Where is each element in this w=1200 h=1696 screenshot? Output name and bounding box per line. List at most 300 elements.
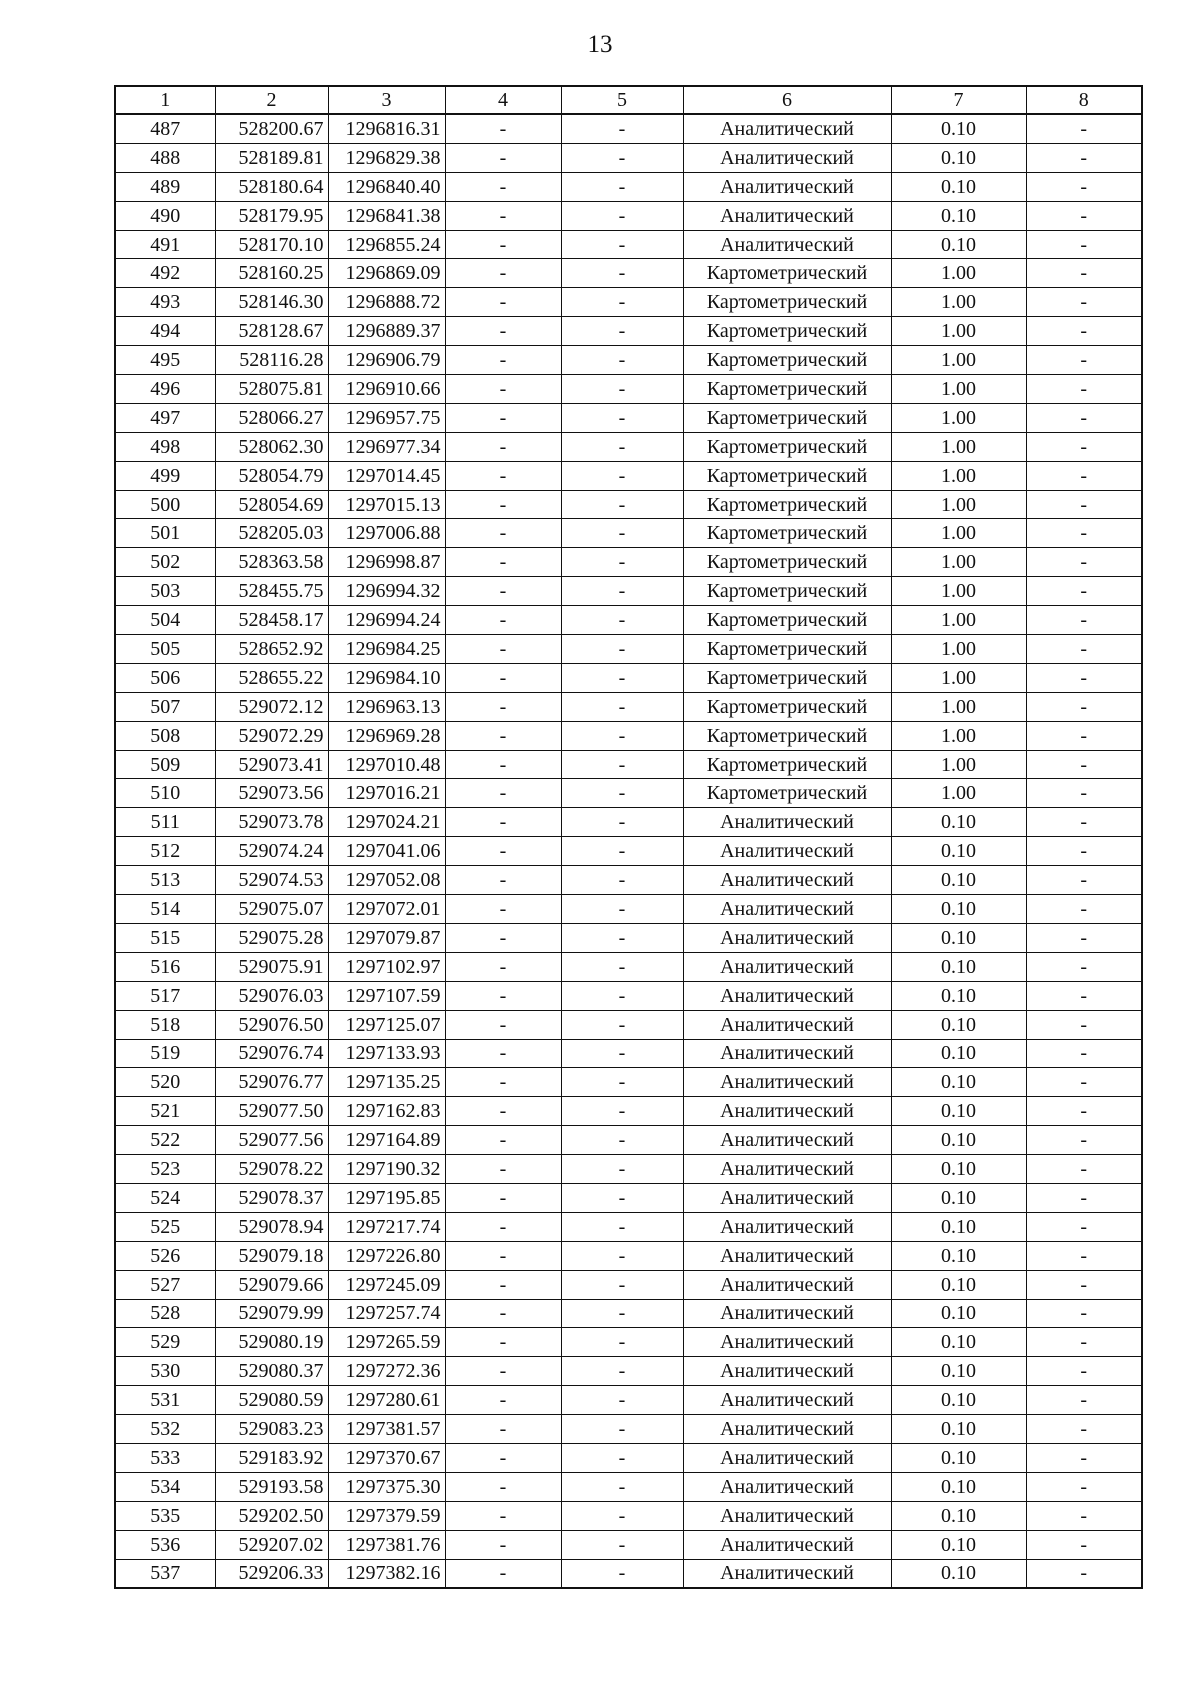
column-8-cell: - — [1026, 721, 1142, 750]
column-8-cell: - — [1026, 808, 1142, 837]
y-coordinate-cell: 1296816.31 — [328, 114, 445, 143]
y-coordinate-cell: 1297265.59 — [328, 1328, 445, 1357]
column-8-cell: - — [1026, 201, 1142, 230]
table-row — [115, 230, 1142, 259]
column-5-cell: - — [561, 230, 683, 259]
point-number-cell: 503 — [115, 577, 215, 606]
column-8-cell: - — [1026, 230, 1142, 259]
x-coordinate-cell: 529183.92 — [215, 1443, 328, 1472]
column-5-cell: - — [561, 663, 683, 692]
table-row — [115, 981, 1142, 1010]
column-8-cell: - — [1026, 317, 1142, 346]
point-number-cell: 501 — [115, 519, 215, 548]
accuracy-cell: 0.10 — [891, 866, 1026, 895]
column-8-cell: - — [1026, 432, 1142, 461]
column-4-cell: - — [445, 577, 561, 606]
point-number-cell: 502 — [115, 548, 215, 577]
x-coordinate-cell: 529206.33 — [215, 1559, 328, 1588]
table-row — [115, 1357, 1142, 1386]
point-number-cell: 495 — [115, 346, 215, 375]
column-5-cell: - — [561, 1068, 683, 1097]
column-4-cell: - — [445, 635, 561, 664]
method-cell: Картометрический — [683, 779, 891, 808]
table-row — [115, 606, 1142, 635]
accuracy-cell: 0.10 — [891, 1386, 1026, 1415]
point-number-cell: 531 — [115, 1386, 215, 1415]
table-row — [115, 1530, 1142, 1559]
y-coordinate-cell: 1297190.32 — [328, 1155, 445, 1184]
y-coordinate-cell: 1297102.97 — [328, 952, 445, 981]
column-8-cell: - — [1026, 606, 1142, 635]
column-5-cell: - — [561, 577, 683, 606]
column-8-cell: - — [1026, 1097, 1142, 1126]
y-coordinate-cell: 1296977.34 — [328, 432, 445, 461]
x-coordinate-cell: 529080.37 — [215, 1357, 328, 1386]
column-4-cell: - — [445, 1068, 561, 1097]
y-coordinate-cell: 1296855.24 — [328, 230, 445, 259]
method-cell: Картометрический — [683, 432, 891, 461]
column-5-cell: - — [561, 201, 683, 230]
point-number-cell: 487 — [115, 114, 215, 143]
y-coordinate-cell: 1296994.24 — [328, 606, 445, 635]
accuracy-cell: 0.10 — [891, 1328, 1026, 1357]
point-number-cell: 512 — [115, 837, 215, 866]
column-5-cell: - — [561, 548, 683, 577]
column-8-cell: - — [1026, 490, 1142, 519]
column-header: 4 — [445, 86, 561, 114]
point-number-cell: 511 — [115, 808, 215, 837]
column-5-cell: - — [561, 1357, 683, 1386]
column-4-cell: - — [445, 721, 561, 750]
column-8-cell: - — [1026, 172, 1142, 201]
method-cell: Картометрический — [683, 490, 891, 519]
x-coordinate-cell: 529080.19 — [215, 1328, 328, 1357]
table-row — [115, 1270, 1142, 1299]
method-cell: Аналитический — [683, 1530, 891, 1559]
column-4-cell: - — [445, 1183, 561, 1212]
column-4-cell: - — [445, 403, 561, 432]
table-row — [115, 346, 1142, 375]
column-8-cell: - — [1026, 1472, 1142, 1501]
column-8-cell: - — [1026, 895, 1142, 924]
x-coordinate-cell: 528054.79 — [215, 461, 328, 490]
column-4-cell: - — [445, 1155, 561, 1184]
accuracy-cell: 1.00 — [891, 403, 1026, 432]
method-cell: Аналитический — [683, 172, 891, 201]
column-header: 2 — [215, 86, 328, 114]
y-coordinate-cell: 1297272.36 — [328, 1357, 445, 1386]
column-4-cell: - — [445, 1386, 561, 1415]
point-number-cell: 521 — [115, 1097, 215, 1126]
x-coordinate-cell: 529076.74 — [215, 1039, 328, 1068]
table-row — [115, 1241, 1142, 1270]
table-row — [115, 635, 1142, 664]
table-row — [115, 1183, 1142, 1212]
y-coordinate-cell: 1297006.88 — [328, 519, 445, 548]
table-row — [115, 1155, 1142, 1184]
column-4-cell: - — [445, 375, 561, 404]
accuracy-cell: 1.00 — [891, 259, 1026, 288]
column-5-cell: - — [561, 461, 683, 490]
table-row — [115, 1472, 1142, 1501]
x-coordinate-cell: 528146.30 — [215, 288, 328, 317]
column-4-cell: - — [445, 1126, 561, 1155]
accuracy-cell: 0.10 — [891, 1241, 1026, 1270]
point-number-cell: 504 — [115, 606, 215, 635]
column-4-cell: - — [445, 866, 561, 895]
method-cell: Картометрический — [683, 577, 891, 606]
column-4-cell: - — [445, 1039, 561, 1068]
column-5-cell: - — [561, 1039, 683, 1068]
column-4-cell: - — [445, 923, 561, 952]
accuracy-cell: 1.00 — [891, 779, 1026, 808]
y-coordinate-cell: 1297375.30 — [328, 1472, 445, 1501]
coordinates-table — [114, 85, 1143, 1589]
y-coordinate-cell: 1296957.75 — [328, 403, 445, 432]
x-coordinate-cell: 528200.67 — [215, 114, 328, 143]
table-row — [115, 1212, 1142, 1241]
point-number-cell: 517 — [115, 981, 215, 1010]
method-cell: Картометрический — [683, 606, 891, 635]
column-4-cell: - — [445, 432, 561, 461]
accuracy-cell: 0.10 — [891, 143, 1026, 172]
table-row — [115, 461, 1142, 490]
column-4-cell: - — [445, 1299, 561, 1328]
point-number-cell: 506 — [115, 663, 215, 692]
table-row — [115, 1039, 1142, 1068]
y-coordinate-cell: 1296829.38 — [328, 143, 445, 172]
accuracy-cell: 1.00 — [891, 375, 1026, 404]
table-row — [115, 403, 1142, 432]
column-4-cell: - — [445, 1328, 561, 1357]
column-8-cell: - — [1026, 866, 1142, 895]
method-cell: Аналитический — [683, 923, 891, 952]
column-4-cell: - — [445, 808, 561, 837]
column-4-cell: - — [445, 1212, 561, 1241]
method-cell: Картометрический — [683, 403, 891, 432]
y-coordinate-cell: 1297125.07 — [328, 1010, 445, 1039]
method-cell: Аналитический — [683, 1472, 891, 1501]
point-number-cell: 507 — [115, 692, 215, 721]
column-4-cell: - — [445, 663, 561, 692]
x-coordinate-cell: 529076.03 — [215, 981, 328, 1010]
method-cell: Аналитический — [683, 201, 891, 230]
accuracy-cell: 0.10 — [891, 1212, 1026, 1241]
column-8-cell: - — [1026, 952, 1142, 981]
x-coordinate-cell: 528363.58 — [215, 548, 328, 577]
x-coordinate-cell: 528180.64 — [215, 172, 328, 201]
point-number-cell: 524 — [115, 1183, 215, 1212]
column-8-cell: - — [1026, 548, 1142, 577]
point-number-cell: 530 — [115, 1357, 215, 1386]
y-coordinate-cell: 1296889.37 — [328, 317, 445, 346]
column-8-cell: - — [1026, 1270, 1142, 1299]
column-4-cell: - — [445, 230, 561, 259]
accuracy-cell: 0.10 — [891, 201, 1026, 230]
point-number-cell: 515 — [115, 923, 215, 952]
method-cell: Аналитический — [683, 1299, 891, 1328]
point-number-cell: 537 — [115, 1559, 215, 1588]
column-5-cell: - — [561, 952, 683, 981]
point-number-cell: 527 — [115, 1270, 215, 1299]
x-coordinate-cell: 529207.02 — [215, 1530, 328, 1559]
x-coordinate-cell: 528170.10 — [215, 230, 328, 259]
accuracy-cell: 1.00 — [891, 461, 1026, 490]
y-coordinate-cell: 1297257.74 — [328, 1299, 445, 1328]
column-8-cell: - — [1026, 346, 1142, 375]
accuracy-cell: 0.10 — [891, 1068, 1026, 1097]
column-4-cell: - — [445, 981, 561, 1010]
x-coordinate-cell: 529075.28 — [215, 923, 328, 952]
column-8-cell: - — [1026, 519, 1142, 548]
y-coordinate-cell: 1297370.67 — [328, 1443, 445, 1472]
column-4-cell: - — [445, 952, 561, 981]
point-number-cell: 488 — [115, 143, 215, 172]
table-row — [115, 490, 1142, 519]
point-number-cell: 534 — [115, 1472, 215, 1501]
y-coordinate-cell: 1297381.57 — [328, 1415, 445, 1444]
column-8-cell: - — [1026, 692, 1142, 721]
method-cell: Аналитический — [683, 1039, 891, 1068]
point-number-cell: 519 — [115, 1039, 215, 1068]
point-number-cell: 489 — [115, 172, 215, 201]
accuracy-cell: 0.10 — [891, 1415, 1026, 1444]
column-8-cell: - — [1026, 1126, 1142, 1155]
x-coordinate-cell: 529083.23 — [215, 1415, 328, 1444]
column-4-cell: - — [445, 692, 561, 721]
column-5-cell: - — [561, 808, 683, 837]
y-coordinate-cell: 1296888.72 — [328, 288, 445, 317]
method-cell: Аналитический — [683, 1501, 891, 1530]
point-number-cell: 494 — [115, 317, 215, 346]
accuracy-cell: 0.10 — [891, 981, 1026, 1010]
accuracy-cell: 0.10 — [891, 1039, 1026, 1068]
method-cell: Картометрический — [683, 375, 891, 404]
column-5-cell: - — [561, 346, 683, 375]
column-4-cell: - — [445, 461, 561, 490]
point-number-cell: 525 — [115, 1212, 215, 1241]
column-4-cell: - — [445, 606, 561, 635]
point-number-cell: 536 — [115, 1530, 215, 1559]
method-cell: Аналитический — [683, 1155, 891, 1184]
method-cell: Аналитический — [683, 1270, 891, 1299]
accuracy-cell: 0.10 — [891, 1501, 1026, 1530]
accuracy-cell: 0.10 — [891, 895, 1026, 924]
y-coordinate-cell: 1296963.13 — [328, 692, 445, 721]
table-row — [115, 663, 1142, 692]
accuracy-cell: 0.10 — [891, 1097, 1026, 1126]
column-5-cell: - — [561, 490, 683, 519]
column-header: 8 — [1026, 86, 1142, 114]
x-coordinate-cell: 529075.07 — [215, 895, 328, 924]
accuracy-cell: 0.10 — [891, 1010, 1026, 1039]
column-8-cell: - — [1026, 1501, 1142, 1530]
column-4-cell: - — [445, 490, 561, 519]
y-coordinate-cell: 1297382.16 — [328, 1559, 445, 1588]
x-coordinate-cell: 529079.66 — [215, 1270, 328, 1299]
accuracy-cell: 1.00 — [891, 635, 1026, 664]
point-number-cell: 490 — [115, 201, 215, 230]
column-8-cell: - — [1026, 577, 1142, 606]
method-cell: Картометрический — [683, 288, 891, 317]
y-coordinate-cell: 1297381.76 — [328, 1530, 445, 1559]
y-coordinate-cell: 1296841.38 — [328, 201, 445, 230]
column-8-cell: - — [1026, 143, 1142, 172]
accuracy-cell: 0.10 — [891, 172, 1026, 201]
column-5-cell: - — [561, 606, 683, 635]
y-coordinate-cell: 1297133.93 — [328, 1039, 445, 1068]
y-coordinate-cell: 1297226.80 — [328, 1241, 445, 1270]
column-4-cell: - — [445, 143, 561, 172]
table-row — [115, 432, 1142, 461]
table-header — [115, 86, 1142, 114]
y-coordinate-cell: 1297135.25 — [328, 1068, 445, 1097]
x-coordinate-cell: 528160.25 — [215, 259, 328, 288]
y-coordinate-cell: 1297162.83 — [328, 1097, 445, 1126]
accuracy-cell: 0.10 — [891, 837, 1026, 866]
column-8-cell: - — [1026, 1039, 1142, 1068]
y-coordinate-cell: 1297041.06 — [328, 837, 445, 866]
accuracy-cell: 0.10 — [891, 1357, 1026, 1386]
y-coordinate-cell: 1297016.21 — [328, 779, 445, 808]
point-number-cell: 532 — [115, 1415, 215, 1444]
x-coordinate-cell: 529073.78 — [215, 808, 328, 837]
column-header: 7 — [891, 86, 1026, 114]
column-8-cell: - — [1026, 1010, 1142, 1039]
method-cell: Аналитический — [683, 1415, 891, 1444]
method-cell: Аналитический — [683, 114, 891, 143]
table-row — [115, 866, 1142, 895]
point-number-cell: 499 — [115, 461, 215, 490]
x-coordinate-cell: 528189.81 — [215, 143, 328, 172]
method-cell: Аналитический — [683, 981, 891, 1010]
x-coordinate-cell: 529078.22 — [215, 1155, 328, 1184]
column-8-cell: - — [1026, 1241, 1142, 1270]
column-5-cell: - — [561, 721, 683, 750]
table-row — [115, 1299, 1142, 1328]
y-coordinate-cell: 1296998.87 — [328, 548, 445, 577]
x-coordinate-cell: 528116.28 — [215, 346, 328, 375]
y-coordinate-cell: 1297195.85 — [328, 1183, 445, 1212]
point-number-cell: 526 — [115, 1241, 215, 1270]
table-row — [115, 143, 1142, 172]
x-coordinate-cell: 529073.56 — [215, 779, 328, 808]
table-row — [115, 750, 1142, 779]
point-number-cell: 535 — [115, 1501, 215, 1530]
table-row — [115, 692, 1142, 721]
column-4-cell: - — [445, 895, 561, 924]
column-8-cell: - — [1026, 114, 1142, 143]
column-4-cell: - — [445, 1443, 561, 1472]
column-header: 3 — [328, 86, 445, 114]
accuracy-cell: 0.10 — [891, 1299, 1026, 1328]
y-coordinate-cell: 1296840.40 — [328, 172, 445, 201]
column-8-cell: - — [1026, 1530, 1142, 1559]
y-coordinate-cell: 1296984.25 — [328, 635, 445, 664]
table-row — [115, 114, 1142, 143]
method-cell: Аналитический — [683, 1068, 891, 1097]
table-row — [115, 895, 1142, 924]
x-coordinate-cell: 528075.81 — [215, 375, 328, 404]
column-8-cell: - — [1026, 779, 1142, 808]
column-8-cell: - — [1026, 1559, 1142, 1588]
column-4-cell: - — [445, 548, 561, 577]
method-cell: Картометрический — [683, 635, 891, 664]
point-number-cell: 533 — [115, 1443, 215, 1472]
table-row — [115, 923, 1142, 952]
method-cell: Аналитический — [683, 866, 891, 895]
table-row — [115, 1068, 1142, 1097]
column-4-cell: - — [445, 1415, 561, 1444]
column-8-cell: - — [1026, 837, 1142, 866]
accuracy-cell: 1.00 — [891, 721, 1026, 750]
y-coordinate-cell: 1297072.01 — [328, 895, 445, 924]
table-row — [115, 519, 1142, 548]
column-8-cell: - — [1026, 461, 1142, 490]
accuracy-cell: 1.00 — [891, 692, 1026, 721]
method-cell: Картометрический — [683, 519, 891, 548]
point-number-cell: 514 — [115, 895, 215, 924]
column-5-cell: - — [561, 288, 683, 317]
column-4-cell: - — [445, 259, 561, 288]
accuracy-cell: 0.10 — [891, 952, 1026, 981]
column-header: 5 — [561, 86, 683, 114]
column-4-cell: - — [445, 1530, 561, 1559]
y-coordinate-cell: 1297379.59 — [328, 1501, 445, 1530]
column-5-cell: - — [561, 1472, 683, 1501]
accuracy-cell: 0.10 — [891, 1472, 1026, 1501]
column-5-cell: - — [561, 1299, 683, 1328]
table-row — [115, 952, 1142, 981]
method-cell: Картометрический — [683, 692, 891, 721]
y-coordinate-cell: 1297164.89 — [328, 1126, 445, 1155]
x-coordinate-cell: 529078.94 — [215, 1212, 328, 1241]
y-coordinate-cell: 1296969.28 — [328, 721, 445, 750]
accuracy-cell: 1.00 — [891, 346, 1026, 375]
x-coordinate-cell: 529074.24 — [215, 837, 328, 866]
column-8-cell: - — [1026, 635, 1142, 664]
column-4-cell: - — [445, 317, 561, 346]
accuracy-cell: 1.00 — [891, 317, 1026, 346]
method-cell: Картометрический — [683, 346, 891, 375]
point-number-cell: 528 — [115, 1299, 215, 1328]
column-8-cell: - — [1026, 750, 1142, 779]
method-cell: Аналитический — [683, 895, 891, 924]
column-4-cell: - — [445, 201, 561, 230]
page-number: 13 — [587, 31, 613, 58]
column-5-cell: - — [561, 866, 683, 895]
column-5-cell: - — [561, 1530, 683, 1559]
accuracy-cell: 1.00 — [891, 432, 1026, 461]
accuracy-cell: 1.00 — [891, 548, 1026, 577]
column-5-cell: - — [561, 1443, 683, 1472]
point-number-cell: 505 — [115, 635, 215, 664]
column-8-cell: - — [1026, 663, 1142, 692]
accuracy-cell: 0.10 — [891, 1126, 1026, 1155]
point-number-cell: 518 — [115, 1010, 215, 1039]
column-4-cell: - — [445, 288, 561, 317]
column-5-cell: - — [561, 692, 683, 721]
column-4-cell: - — [445, 837, 561, 866]
x-coordinate-cell: 529076.77 — [215, 1068, 328, 1097]
point-number-cell: 522 — [115, 1126, 215, 1155]
table-row — [115, 1126, 1142, 1155]
x-coordinate-cell: 529079.18 — [215, 1241, 328, 1270]
table-row — [115, 201, 1142, 230]
y-coordinate-cell: 1297217.74 — [328, 1212, 445, 1241]
x-coordinate-cell: 529078.37 — [215, 1183, 328, 1212]
y-coordinate-cell: 1296994.32 — [328, 577, 445, 606]
